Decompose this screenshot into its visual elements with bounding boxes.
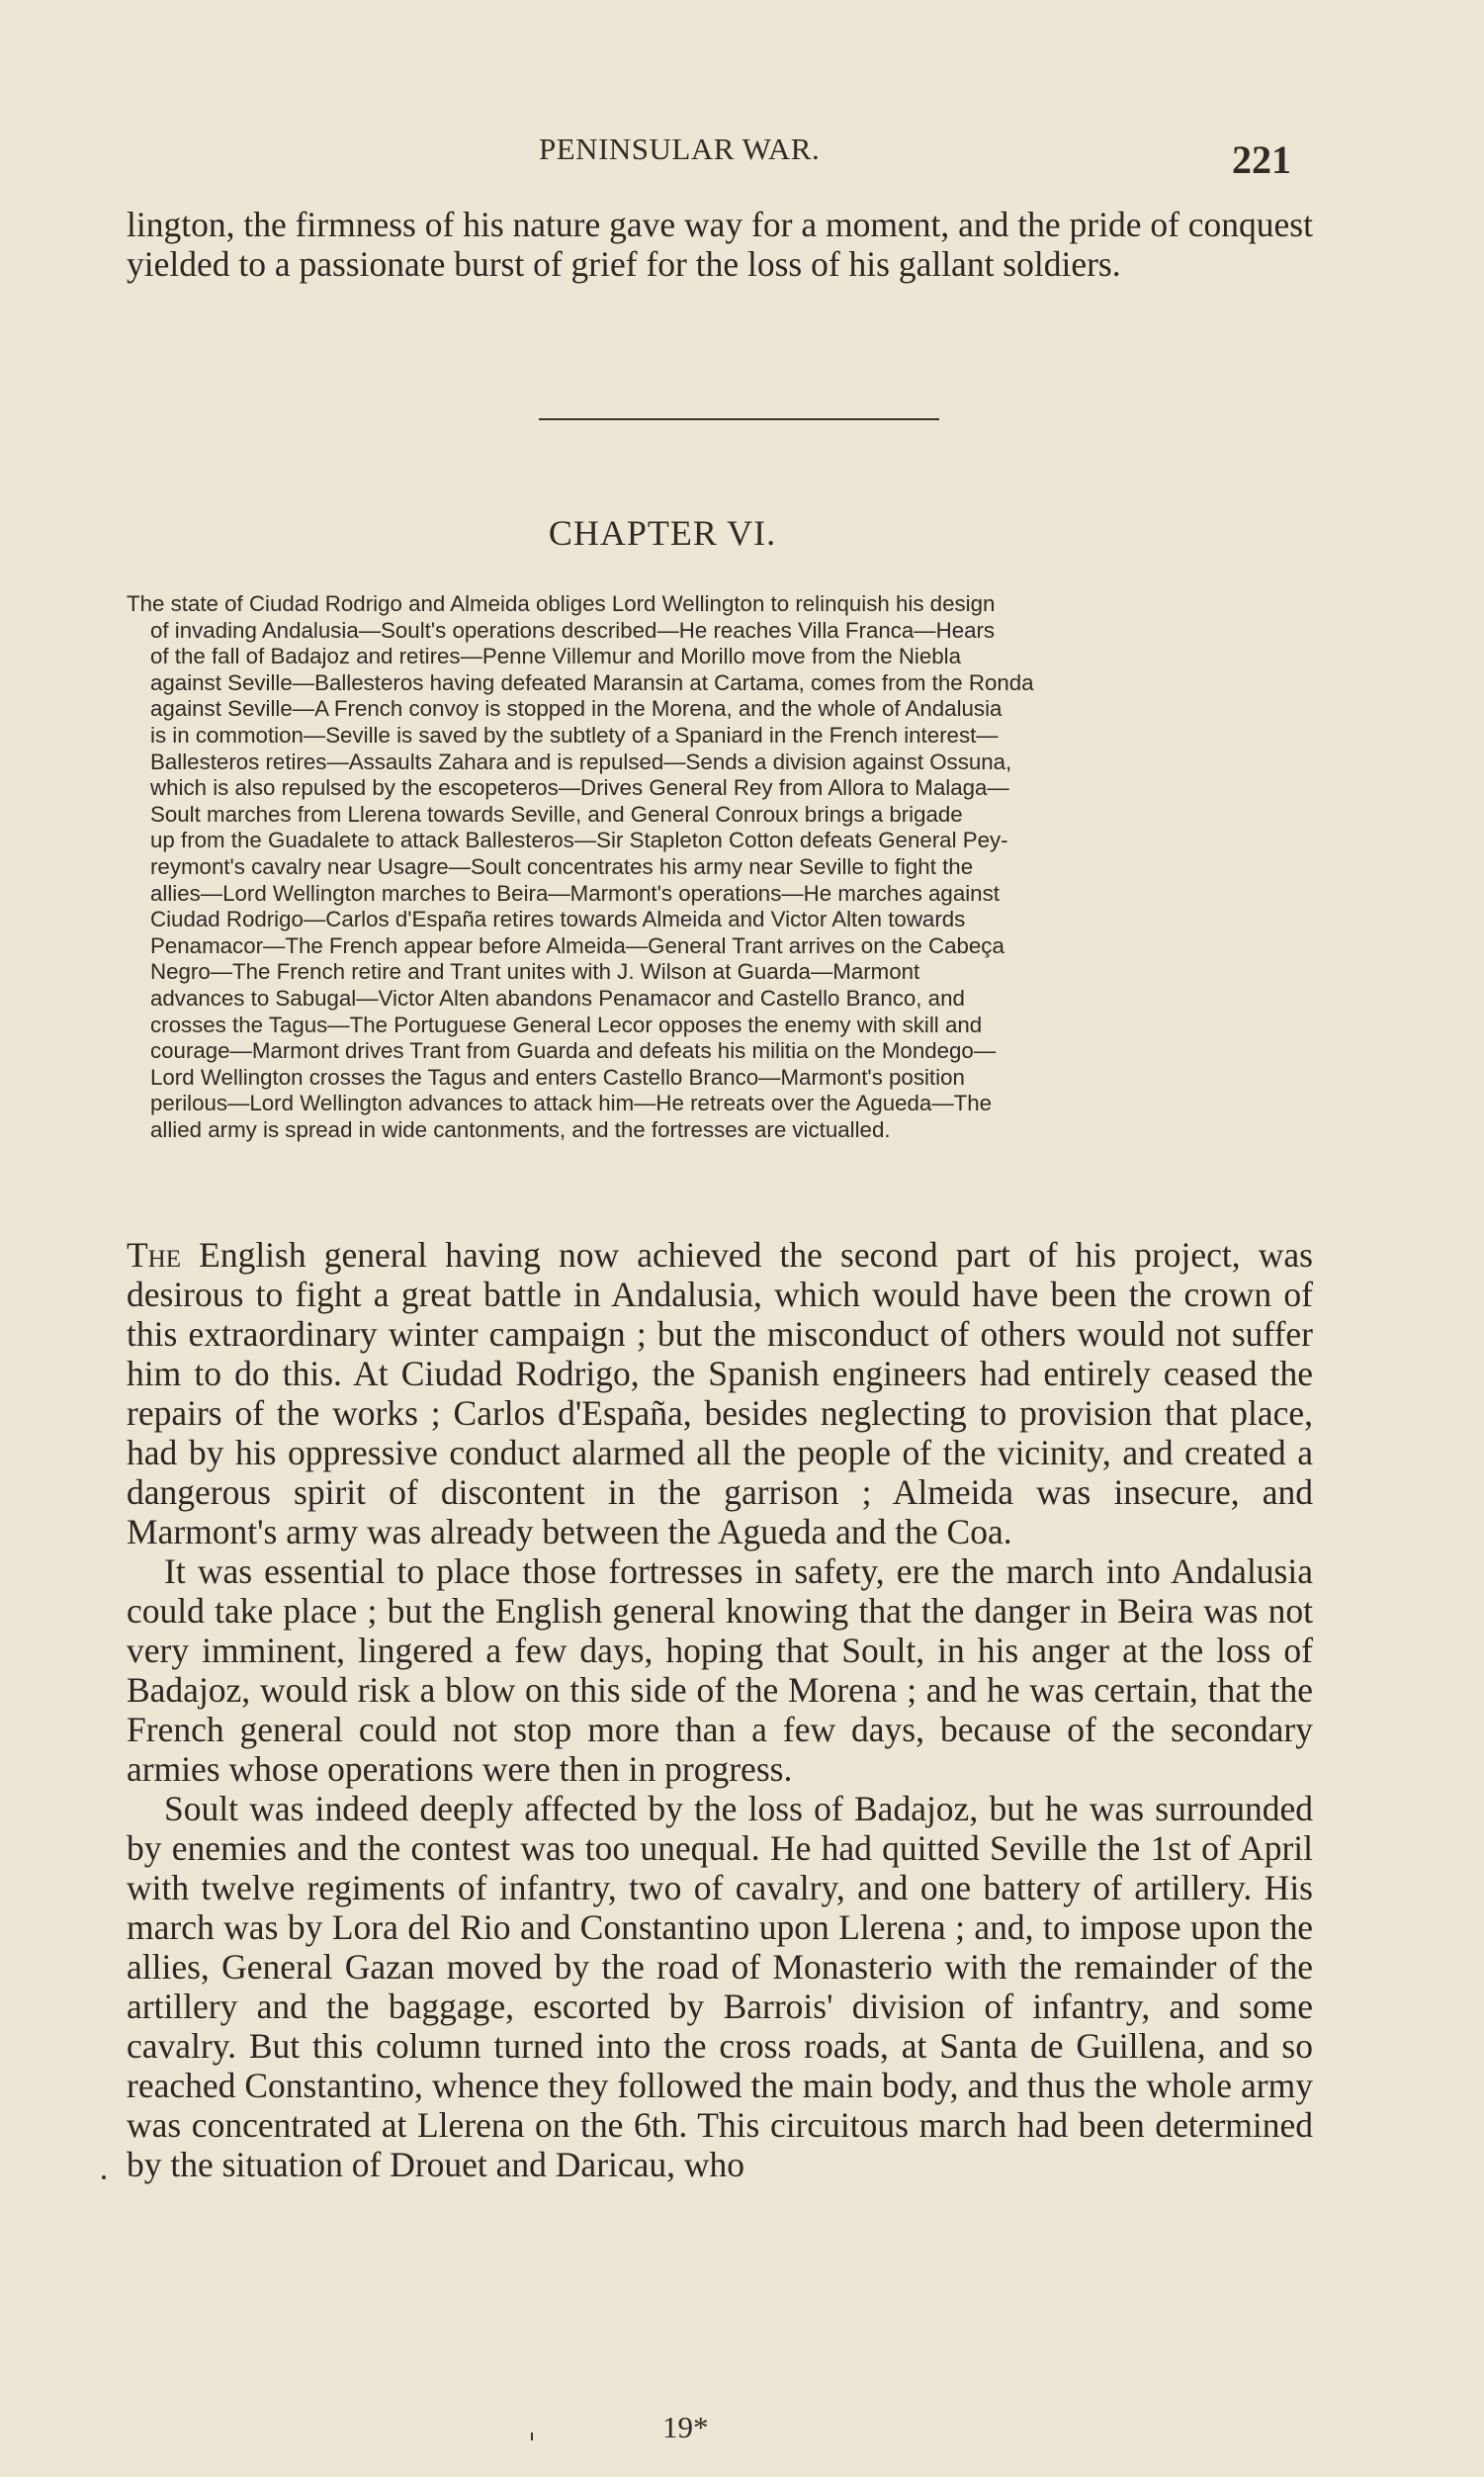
- summary-line: against Seville—A French convoy is stopped in the Morena, and the whole of Andalusia: [150, 696, 1003, 722]
- summary-line: allied army is spread in wide cantonments, and the fortresses are victualled.: [150, 1116, 891, 1142]
- paragraph-text: English general having now achieved the second part of his project, was desirous to fight a great battle in Andalusia, which would have been the crown of this extraordinary winter campaign ; but the misconduct of others would not suffer him to do this. At Ciudad Rodrigo, the Spanish engineers had entirely ceased the repairs of the works ; Carlos d'España, besides neglecting to provision that place, had by his oppressive conduct alarmed all the people of the vicinity, and created a dangerous spirit of discontent in the garrison ; Almeida was insecure, and Marmont's army was already between the Agueda and the Coa.: [127, 1235, 1313, 1551]
- page-number: 221: [1232, 137, 1291, 182]
- body-paragraph: Soult was indeed deeply affected by the loss of Badajoz, but he was surrounded by enemies and the contest was too unequal. He had quitted Seville the 1st of April with twelve regiments of infantry, two of cavalry, and one battery of artillery. His march was by Lora del Rio and Constantino upon Llerena ; and, to impose upon the allies, General Gazan moved by the road of Monasterio with the remainder of the artillery and the baggage, escorted by Barrois' division of infantry, and some cavalry. But this column turned into the cross roads, at Santa de Guillena, and so reached Constantino, whence they followed the main body, and thus the whole army was concentrated at Llerena on the 6th. This circuitous march had been determined by the situation of Drouet and Daricau, who: [127, 1789, 1313, 2184]
- opening-word: The: [127, 1235, 182, 1275]
- summary-line: which is also repulsed by the escopeteros—Drives General Rey from Allora to Malaga—: [150, 775, 1009, 801]
- summary-line: reymont's cavalry near Usagre—Soult concentrates his army near Seville to fight the: [150, 853, 974, 879]
- summary-line: is in commotion—Seville is saved by the subtlety of a Spaniard in the French interest—: [150, 722, 999, 748]
- summary-line: crosses the Tagus—The Portuguese General Lecor opposes the enemy with skill and: [150, 1012, 983, 1037]
- body-text: [127, 1235, 1313, 2184]
- summary-line: Ciudad Rodrigo—Carlos d'España retires towards Almeida and Victor Alten towards: [150, 907, 966, 932]
- summary-line: Negro—The French retire and Trant unites with J. Wilson at Guarda—Marmont: [150, 959, 920, 985]
- summary-line: advances to Sabugal—Victor Alten abandons Penamacor and Castello Branco, and: [150, 985, 965, 1011]
- body-paragraph: It was essential to place those fortresses in safety, ere the march into Andalusia could take place ; but the English general knowing that the danger in Beira was not very imminent, lingered a few days, hoping that Soult, in his anger at the loss of Badajoz, would risk a blow on this side of the Morena ; and he was certain, that the French general could not stop more than a few days, because of the secondary armies whose operations were then in progress.: [127, 1551, 1313, 1789]
- section-divider: [539, 418, 939, 420]
- running-head: PENINSULAR WAR.: [539, 132, 821, 166]
- summary-line: up from the Guadalete to attack Ballesteros—Sir Stapleton Cotton defeats General Pey-: [150, 828, 1008, 853]
- summary-line: Lord Wellington crosses the Tagus and enters Castello Branco—Marmont's position: [150, 1064, 965, 1090]
- signature-mark: 19*: [662, 2410, 709, 2444]
- summary-line: Ballesteros retires—Assaults Zahara and is repulsed—Sends a division against Ossuna,: [150, 749, 1012, 774]
- margin-mark: [531, 2433, 533, 2440]
- summary-line: of the fall of Badajoz and retires—Penne Villemur and Morillo move from the Niebla: [150, 644, 962, 669]
- chapter-summary: [127, 591, 1313, 1143]
- continuation-paragraph: lington, the firmness of his nature gave way for a moment, and the pride of conquest yielded to a passionate burst of grief for the loss of his gallant soldiers.: [127, 205, 1313, 284]
- summary-line: allies—Lord Wellington marches to Beira—Marmont's operations—He marches against: [150, 880, 1000, 906]
- margin-mark: [102, 2175, 106, 2179]
- summary-line: Penamacor—The French appear before Almeida—General Trant arrives on the Cabeça: [150, 932, 1004, 958]
- chapter-title: CHAPTER VI.: [548, 513, 777, 553]
- summary-line: perilous—Lord Wellington advances to attack him—He retreats over the Agueda—The: [150, 1091, 993, 1116]
- summary-line: against Seville—Ballesteros having defeated Maransin at Cartama, comes from the Ronda: [150, 669, 1034, 695]
- summary-line: of invading Andalusia—Soult's operations described—He reaches Villa Franca—Hears: [150, 617, 996, 643]
- body-paragraph: [127, 1235, 1313, 1551]
- summary-line: The state of Ciudad Rodrigo and Almeida obliges Lord Wellington to relinquish his design: [127, 591, 996, 616]
- summary-line: Soult marches from Llerena towards Seville, and General Conroux brings a brigade: [150, 801, 963, 827]
- summary-line: courage—Marmont drives Trant from Guarda and defeats his militia on the Mondego—: [150, 1038, 997, 1064]
